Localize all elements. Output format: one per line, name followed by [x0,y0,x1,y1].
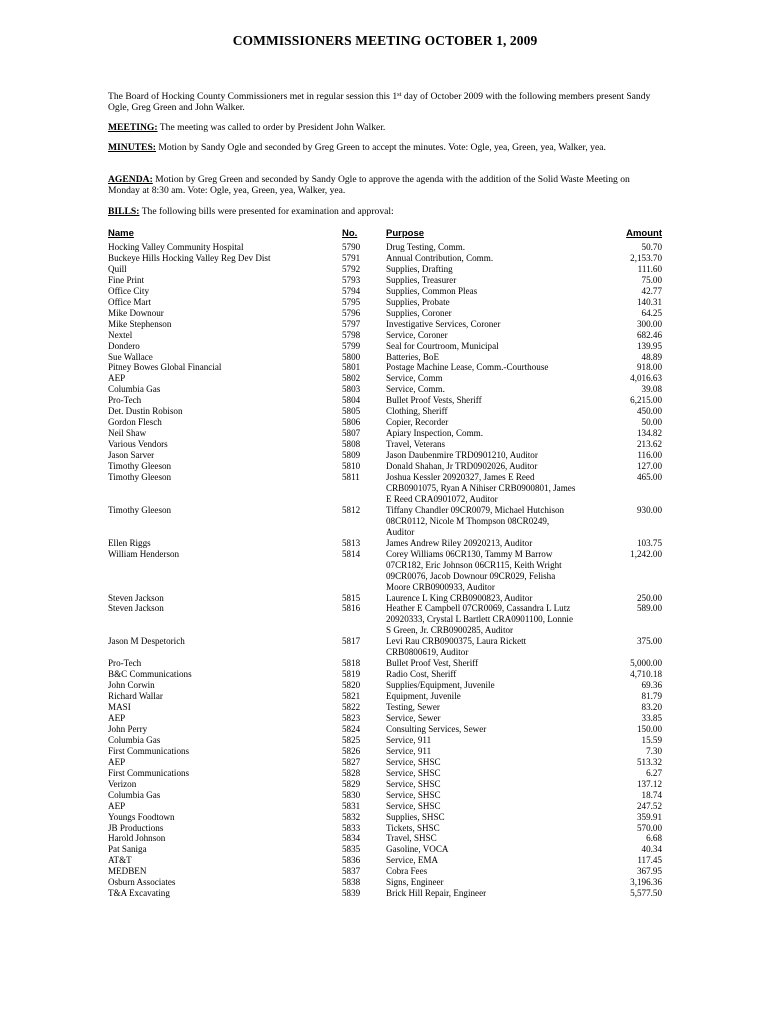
bill-amount-cell: 6,215.00 [630,395,662,406]
bill-number-cell: 5799 [342,340,361,351]
minutes-paragraph [108,142,663,153]
bill-amount-cell: 69.36 [641,680,662,691]
bill-number-cell: 5827 [342,756,361,767]
bill-purpose-cell: Supplies, SHSC [386,811,445,822]
bill-number-cell: 5796 [342,307,361,318]
bill-name-cell: Ellen Riggs [108,537,151,548]
bill-amount-cell: 50.00 [641,417,662,428]
bill-name-cell: Nextel [108,329,133,340]
bill-number-cell: 5820 [342,680,361,691]
bill-number-cell: 5830 [342,789,361,800]
bill-purpose-cell: Laurence L King CRB0900823, Auditor [386,592,533,603]
bill-name-cell: MASI [108,702,131,713]
table-row [108,253,668,264]
table-row [108,866,668,877]
table-row [108,384,668,395]
bill-number-cell: 5822 [342,702,361,713]
bill-name-cell: Mike Stephenson [108,318,172,329]
table-row [108,823,668,834]
bill-number-cell: 5812 [342,504,361,515]
bill-purpose-cell: Annual Contribution, Comm. [386,252,494,263]
bill-amount-cell: 64.25 [641,307,662,318]
bill-purpose-cell: Service, Comm. [386,384,445,395]
bill-name-cell: Steven Jackson [108,603,164,614]
bill-name-cell: Gordon Flesch [108,417,162,428]
table-row [108,669,668,680]
bill-amount-cell: 375.00 [636,636,662,647]
bill-purpose-cell: Supplies, Drafting [386,263,453,274]
bill-name-cell: John Corwin [108,680,155,691]
bill-purpose-cell: Service, SHSC [386,789,441,800]
table-row [108,713,668,724]
table-row [108,888,668,899]
bill-purpose-cell: Bullet Proof Vests, Sheriff [386,395,482,406]
bill-number-cell: 5816 [342,603,361,614]
bill-number-cell: 5837 [342,866,361,877]
bill-number-cell: 5792 [342,263,361,274]
table-row [108,373,668,384]
bill-number-cell: 5790 [342,242,361,252]
table-row [108,691,668,702]
bill-name-cell: AEP [108,373,126,384]
table-row [108,833,668,844]
bill-number-cell: 5807 [342,428,361,439]
bill-amount-cell: 359.91 [636,811,662,822]
bill-purpose-cell: Seal for Courtroom, Municipal [386,340,499,351]
bill-purpose-cell: Clothing, Sheriff [386,406,448,417]
bill-number-cell: 5825 [342,734,361,745]
bill-name-cell: Richard Wallar [108,691,163,702]
bill-purpose-cell: Investigative Services, Coroner [386,318,501,329]
bill-name-cell: Verizon [108,778,137,789]
table-row [108,406,668,417]
bill-amount-cell: 247.52 [636,800,662,811]
bill-amount-cell: 450.00 [636,406,662,417]
bill-number-cell: 5797 [342,318,361,329]
bill-amount-cell: 5,577.50 [630,888,662,899]
table-row [108,395,668,406]
table-row [108,297,668,308]
bill-purpose-cell: Drug Testing, Comm. [386,242,466,252]
bill-amount-cell: 48.89 [641,351,662,362]
bill-number-cell: 5815 [342,592,361,603]
bill-number-cell: 5836 [342,855,361,866]
bill-purpose-cell: Travel, Veterans [386,439,446,450]
intro-text-continued: day of October 2009 with the following members present Sandy Ogle, Greg Green and John Walker. [108,91,651,113]
table-row [108,450,668,461]
table-row [108,538,668,549]
bill-name-cell: Pro-Tech [108,658,142,669]
bill-name-cell: Timothy Gleeson [108,472,172,483]
agenda-paragraph [108,174,663,196]
table-row [108,439,668,450]
bill-amount-cell: 39.08 [641,384,662,395]
bill-number-cell: 5828 [342,767,361,778]
bill-amount-cell: 111.60 [637,263,662,274]
bill-amount-cell: 213.62 [636,439,662,450]
bill-purpose-cell: Service, Coroner [386,329,448,340]
bill-number-cell: 5800 [342,351,361,362]
bill-purpose-cell: Bullet Proof Vest, Sheriff [386,658,479,669]
bill-number-cell: 5829 [342,778,361,789]
bill-amount-cell: 18.74 [641,789,662,800]
bill-amount-cell: 134.82 [636,428,662,439]
bill-purpose-cell: Postage Machine Lease, Comm.-Courthouse [386,362,549,373]
table-row [108,352,668,363]
page-title: COMMISSIONERS MEETING OCTOBER 1, 2009 [232,33,538,48]
bill-purpose-cell: Supplies, Common Pleas [386,285,478,296]
bill-number-cell: 5791 [342,252,361,263]
bill-purpose-cell: Copier, Recorder [386,417,449,428]
bill-name-cell: Steven Jackson [108,592,164,603]
table-row [108,603,668,636]
bill-purpose-cell: Service, Sewer [386,712,441,723]
bill-amount-cell: 83.20 [641,702,662,713]
meeting-paragraph [108,122,663,133]
bill-number-cell: 5808 [342,439,361,450]
bill-purpose-cell: Jason Daubenmire TRD0901210, Auditor [386,450,538,461]
bill-purpose-cell: Apiary Inspection, Comm. [386,428,483,439]
bill-amount-cell: 7.30 [646,745,662,756]
bill-amount-cell: 6.68 [646,833,662,844]
bill-purpose-cell: Brick Hill Repair, Engineer [386,888,487,899]
bill-name-cell: Office City [108,285,149,296]
bill-purpose-cell: Signs, Engineer [386,877,444,888]
bill-number-cell: 5834 [342,833,361,844]
table-row [108,319,668,330]
table-row [108,330,668,341]
bills-table-body [108,242,668,899]
column-header-no: No. [342,228,358,239]
bill-name-cell: Hocking Valley Community Hospital [108,242,244,252]
table-row [108,658,668,669]
bill-amount-cell: 103.75 [636,537,662,548]
bill-purpose-cell: Supplies, Treasurer [386,274,457,285]
bill-name-cell: Sue Wallace [108,351,153,362]
bill-amount-cell: 930.00 [636,504,662,515]
bill-name-cell: Harold Johnson [108,833,166,844]
bill-name-cell: AT&T [108,855,132,866]
bill-number-cell: 5833 [342,822,361,833]
bill-number-cell: 5814 [342,548,361,559]
bill-number-cell: 5802 [342,373,361,384]
bill-name-cell: Fine Print [108,274,145,285]
bill-amount-cell: 150.00 [636,723,662,734]
bill-amount-cell: 15.59 [641,734,662,745]
bill-name-cell: Jason M Despetorich [108,636,185,647]
bill-number-cell: 5831 [342,800,361,811]
bill-name-cell: Timothy Gleeson [108,461,172,472]
bill-amount-cell: 682.46 [636,329,662,340]
intro-paragraph [108,91,663,113]
bill-number-cell: 5811 [342,472,360,483]
bill-name-cell: Jason Sarver [108,450,155,461]
bill-purpose-cell: Service, SHSC [386,767,441,778]
bill-purpose-cell: Donald Shahan, Jr TRD0902026, Auditor [386,461,538,472]
bill-amount-cell: 33.85 [641,712,662,723]
bill-purpose-cell: Tiffany Chandler 09CR0079, Michael Hutchison 08CR0112, Nicole M Thompson 08CR0249, Auditor [386,504,565,537]
bill-name-cell: Quill [108,263,127,274]
bill-amount-cell: 2,153.70 [630,252,662,263]
bill-amount-cell: 5,000.00 [630,658,662,669]
column-header-amount: Amount [626,228,662,239]
table-row [108,779,668,790]
bill-number-cell: 5798 [342,329,361,340]
table-row [108,790,668,801]
bill-name-cell: Buckeye Hills Hocking Valley Reg Dev Dist [108,252,271,263]
bill-amount-cell: 81.79 [641,691,662,702]
minutes-text: Motion by Sandy Ogle and seconded by Greg Green to accept the minutes. Vote: Ogle, yea, Green, yea, Walker, yea. [155,142,606,153]
bill-name-cell: MEDBEN [108,866,147,877]
bill-name-cell: First Communications [108,767,190,778]
table-row [108,362,668,373]
bill-amount-cell: 4,016.63 [630,373,662,384]
bill-purpose-cell: Service, SHSC [386,778,441,789]
bill-number-cell: 5824 [342,723,361,734]
bill-name-cell: Pat Saniga [108,844,147,855]
table-row [108,724,668,735]
column-header-purpose: Purpose [386,228,425,239]
bill-name-cell: AEP [108,800,126,811]
bill-number-cell: 5819 [342,669,361,680]
bill-amount-cell: 4,710.18 [630,669,662,680]
bill-number-cell: 5838 [342,877,361,888]
table-row [108,855,668,866]
bills-paragraph [108,206,663,217]
bill-amount-cell: 1,242.00 [630,548,662,559]
table-row [108,505,668,538]
table-row [108,275,668,286]
bill-name-cell: Mike Downour [108,307,164,318]
bill-name-cell: B&C Communications [108,669,192,680]
bill-purpose-cell: Testing, Sewer [386,702,440,713]
bill-purpose-cell: Consulting Services, Sewer [386,723,487,734]
bill-number-cell: 5832 [342,811,361,822]
table-row [108,801,668,812]
bill-amount-cell: 40.34 [641,844,662,855]
bill-number-cell: 5839 [342,888,361,899]
bill-number-cell: 5801 [342,362,361,373]
bill-purpose-cell: Equipment, Juvenile [386,691,461,702]
bill-purpose-cell: Service, Comm [386,373,443,384]
bill-number-cell: 5817 [342,636,361,647]
bill-purpose-cell: Radio Cost, Sheriff [386,669,457,680]
table-row [108,735,668,746]
table-row [108,768,668,779]
bill-purpose-cell: Service, SHSC [386,756,441,767]
column-header-name: Name [108,228,134,239]
bill-name-cell: Det. Dustin Robison [108,406,183,417]
bill-name-cell: AEP [108,756,126,767]
table-row [108,461,668,472]
table-row [108,308,668,319]
bill-name-cell: Columbia Gas [108,734,161,745]
bill-number-cell: 5823 [342,712,361,723]
bill-amount-cell: 300.00 [636,318,662,329]
bill-amount-cell: 117.45 [637,855,662,866]
bill-amount-cell: 116.00 [637,450,662,461]
table-row [108,593,668,604]
bill-purpose-cell: Corey Williams 06CR130, Tammy M Barrow 07CR182, Eric Johnson 06CR115, Keith Wright 09CR0076, Jacob Downour 09CR029, Felisha Moore CRB0900933, Auditor [386,548,562,592]
bills-table-header [108,228,668,242]
bill-amount-cell: 918.00 [636,362,662,373]
bill-purpose-cell: Joshua Kessler 20920327, James E Reed CRB0901075, Ryan A Nihiser CRB0900801, James E Reed CRA0901072, Auditor [386,472,576,504]
bill-purpose-cell: Gasoline, VOCA [386,844,449,855]
bill-name-cell: Columbia Gas [108,384,161,395]
bill-name-cell: Neil Shaw [108,428,147,439]
bill-purpose-cell: Levi Rau CRB0900375, Laura Rickett CRB0800619, Auditor [386,636,527,658]
table-row [108,341,668,352]
bill-number-cell: 5813 [342,537,361,548]
bill-number-cell: 5794 [342,285,361,296]
bill-purpose-cell: Heather E Campbell 07CR0069, Cassandra L Lutz 20920333, Crystal L Bartlett CRA0901100, Lonnie S Green, Jr. CRB0900285, Auditor [386,603,573,636]
bill-amount-cell: 589.00 [636,603,662,614]
bill-number-cell: 5809 [342,450,361,461]
table-row [108,428,668,439]
bill-purpose-cell: Supplies, Coroner [386,307,452,318]
bill-purpose-cell: Cobra Fees [386,866,428,877]
table-row [108,812,668,823]
bill-amount-cell: 3,196.36 [630,877,662,888]
bill-number-cell: 5818 [342,658,361,669]
bill-purpose-cell: Service, EMA [386,855,439,866]
bill-name-cell: Osburn Associates [108,877,176,888]
bill-amount-cell: 570.00 [636,822,662,833]
bills-table [108,228,668,899]
bill-name-cell: T&A Excavating [108,888,170,899]
agenda-label: AGENDA: [108,174,153,185]
minutes-label: MINUTES: [108,142,156,153]
bill-purpose-cell: Supplies/Equipment, Juvenile [386,680,495,691]
bill-number-cell: 5804 [342,395,361,406]
table-row [108,242,668,253]
table-row [108,844,668,855]
bill-name-cell: Dondero [108,340,140,351]
table-row [108,877,668,888]
bill-name-cell: JB Productions [108,822,164,833]
bill-number-cell: 5795 [342,296,361,307]
agenda-text: Motion by Greg Green and seconded by Sandy Ogle to approve the agenda with the addition of the Solid Waste Meeting on Monday at 8:30 am. Vote: Ogle, yea, Green, yea, Walker, yea. [108,174,630,196]
bill-number-cell: 5826 [342,745,361,756]
bill-purpose-cell: Travel, SHSC [386,833,437,844]
bill-number-cell: 5803 [342,384,361,395]
bill-purpose-cell: Service, 911 [386,745,432,756]
bill-amount-cell: 127.00 [636,461,662,472]
table-row [108,264,668,275]
bill-number-cell: 5806 [342,417,361,428]
bills-label: BILLS: [108,206,140,217]
table-row [108,549,668,593]
intro-text: The Board of Hocking County Commissioners met in regular session this 1 [108,91,398,102]
bill-purpose-cell: Service, 911 [386,734,432,745]
bill-name-cell: Office Mart [108,296,152,307]
bill-number-cell: 5810 [342,461,361,472]
bill-amount-cell: 513.32 [636,756,662,767]
table-row [108,472,668,505]
bill-purpose-cell: Batteries, BoE [386,351,440,362]
table-row [108,746,668,757]
bill-amount-cell: 140.31 [636,296,662,307]
bill-amount-cell: 6.27 [646,767,662,778]
bill-name-cell: Youngs Foodtown [108,811,175,822]
bill-name-cell: Various Vendors [108,439,168,450]
bill-purpose-cell: Supplies, Probate [386,296,450,307]
bill-number-cell: 5835 [342,844,361,855]
bill-name-cell: AEP [108,712,126,723]
bill-number-cell: 5793 [342,274,361,285]
table-row [108,702,668,713]
table-row [108,286,668,297]
bill-amount-cell: 250.00 [636,592,662,603]
bill-name-cell: Columbia Gas [108,789,161,800]
intro-superscript: st [397,91,402,98]
bill-amount-cell: 42.77 [641,285,662,296]
bill-amount-cell: 75.00 [641,274,662,285]
meeting-label: MEETING: [108,122,158,133]
bill-name-cell: William Henderson [108,548,180,559]
bill-number-cell: 5805 [342,406,361,417]
bill-name-cell: Timothy Gleeson [108,504,172,515]
bill-name-cell: John Perry [108,723,148,734]
table-row [108,680,668,691]
bill-amount-cell: 367.95 [636,866,662,877]
bill-purpose-cell: Tickets, SHSC [386,822,440,833]
table-row [108,417,668,428]
bill-amount-cell: 465.00 [636,472,662,483]
bill-amount-cell: 139.95 [636,340,662,351]
bill-purpose-cell: Service, SHSC [386,800,441,811]
meeting-text: The meeting was called to order by President John Walker. [157,122,386,133]
table-row [108,757,668,768]
bill-purpose-cell: James Andrew Riley 20920213, Auditor [386,537,533,548]
bill-amount-cell: 137.12 [636,778,662,789]
bill-name-cell: Pitney Bowes Global Financial [108,362,222,373]
bill-amount-cell: 50.70 [641,242,662,252]
bill-number-cell: 5821 [342,691,361,702]
bill-name-cell: Pro-Tech [108,395,142,406]
table-row [108,636,668,658]
bills-text: The following bills were presented for examination and approval: [139,206,394,217]
bill-name-cell: First Communications [108,745,190,756]
